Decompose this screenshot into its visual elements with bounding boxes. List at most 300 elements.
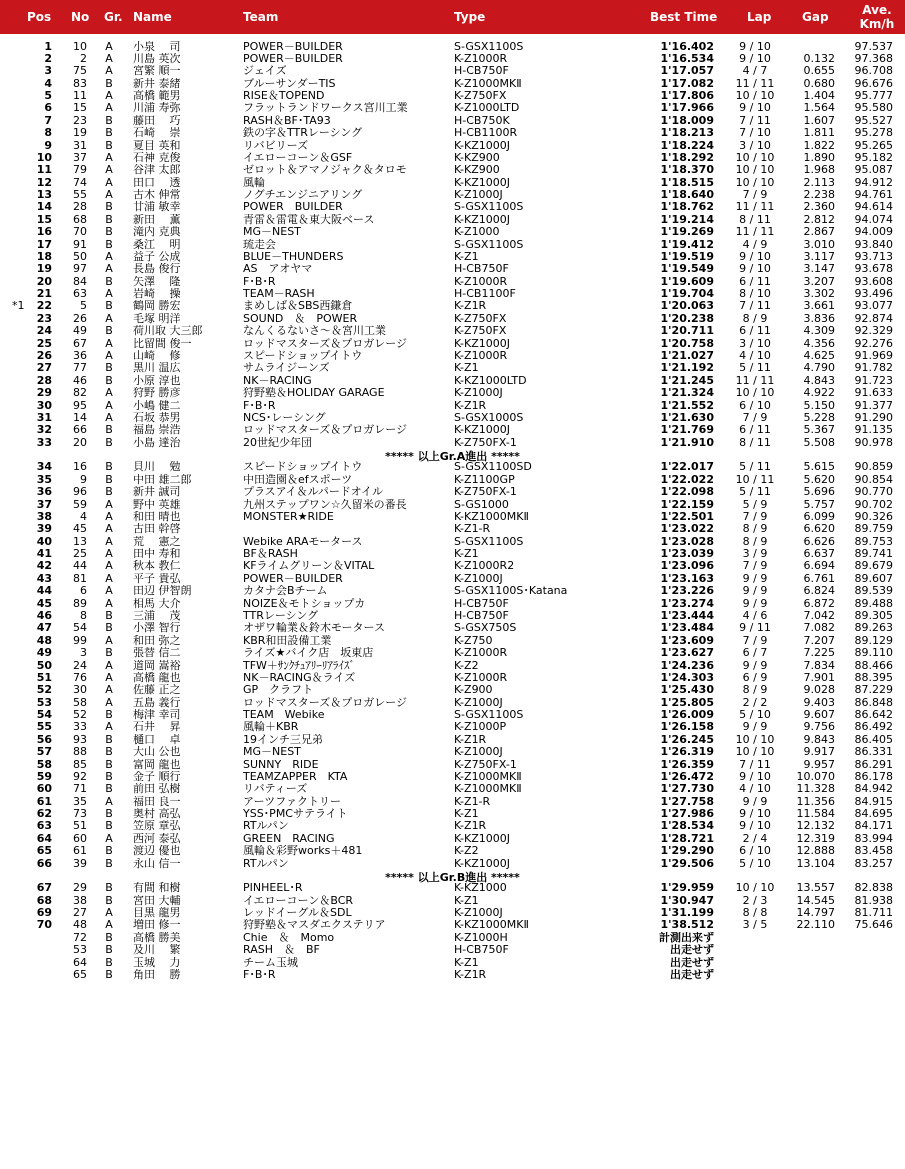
cell-type: K-Z1: [454, 894, 479, 907]
cell-name: 富岡 龍也: [133, 758, 181, 771]
cell-best-time: 1'23.274: [660, 597, 714, 610]
cell-name: 益子 公成: [133, 250, 181, 263]
cell-best-time: 1'18.640: [660, 189, 714, 202]
cell-lap: 8 / 11: [739, 436, 771, 449]
cell-name: 張替 信二: [133, 647, 181, 660]
cell-ave: 91.782: [854, 362, 893, 375]
cell-lap: 3 / 5: [742, 919, 768, 932]
cell-team: 20世紀少年団: [243, 436, 312, 449]
cell-name: 高橋 範男: [133, 90, 181, 103]
cell-no: 70: [73, 226, 87, 239]
table-row: [0, 944, 905, 956]
cell-name: 荷川取 大三郎: [133, 325, 203, 338]
cell-ave: 86.331: [854, 746, 893, 759]
cell-gap: 5.696: [803, 486, 835, 499]
cell-type: K-KZ1000J: [454, 832, 511, 845]
table-row: [0, 672, 905, 684]
cell-gap: 5.367: [803, 424, 835, 437]
cell-type: K-KZ1000J: [454, 337, 511, 350]
cell-pos: 12: [36, 176, 52, 189]
cell-best-time: 1'21.324: [660, 387, 714, 400]
cell-no: 16: [73, 461, 87, 474]
cell-pos: 32: [36, 424, 52, 437]
table-row: [0, 140, 905, 152]
cell-pos: 64: [36, 832, 52, 845]
cell-ave: 97.537: [854, 40, 893, 53]
cell-gr: B: [105, 894, 113, 907]
cell-ave: 94.009: [854, 226, 893, 239]
cell-pos: 2: [44, 52, 52, 65]
cell-ave: 83.257: [854, 857, 893, 870]
cell-no: 77: [73, 362, 87, 375]
cell-name: 奥村 高弘: [133, 808, 181, 821]
cell-type: H-CB750F: [454, 263, 509, 276]
cell-no: 44: [73, 560, 87, 573]
cell-gr: A: [105, 337, 113, 350]
cell-team: BLUE－THUNDERS: [243, 250, 344, 263]
cell-best-time: 1'18.009: [660, 114, 714, 127]
table-row: [0, 164, 905, 176]
cell-type: K-Z1000R: [454, 275, 508, 288]
cell-team: 19インチ三兄弟: [243, 733, 323, 746]
cell-team: フラットランドワークス宮川工業: [243, 102, 408, 115]
cell-team: RISE＆TOPEND: [243, 90, 325, 103]
cell-gr: B: [105, 857, 113, 870]
cell-gr: B: [105, 956, 113, 969]
cell-gap: 11.356: [796, 795, 835, 808]
cell-pos: 27: [36, 362, 52, 375]
cell-ave: 84.171: [854, 820, 893, 833]
table-row: [0, 214, 905, 226]
cell-gr: B: [105, 820, 113, 833]
cell-type: K-Z1100GP: [454, 473, 515, 486]
cell-gr: B: [105, 473, 113, 486]
cell-no: 33: [73, 721, 87, 734]
cell-best-time: 1'19.412: [660, 238, 714, 251]
cell-best-time: 1'23.484: [660, 622, 714, 635]
cell-name: 永山 信一: [133, 857, 181, 870]
cell-gr: A: [105, 498, 113, 511]
cell-name: 中田 雄二郎: [133, 473, 192, 486]
table-row: [0, 499, 905, 511]
cell-gap: 1.564: [803, 102, 835, 115]
cell-ave: 89.488: [854, 597, 893, 610]
cell-best-time: 1'21.630: [660, 411, 714, 424]
cell-no: 67: [73, 337, 87, 350]
cell-best-time: 1'21.552: [660, 399, 714, 412]
cell-type: K-Z750: [454, 634, 493, 647]
table-row: [0, 548, 905, 560]
cell-type: K-Z1: [454, 808, 479, 821]
cell-no: 3: [80, 647, 87, 660]
cell-ave: 95.265: [854, 139, 893, 152]
group-advance-separator: ***** 以上Gr.A進出 *****: [385, 450, 520, 464]
table-row: [0, 387, 905, 399]
cell-lap: 10 / 10: [735, 151, 775, 164]
table-row: [0, 783, 905, 795]
cell-pos: 11: [36, 164, 52, 177]
cell-pos: 53: [36, 696, 52, 709]
table-row: [0, 660, 905, 672]
cell-gr: A: [105, 795, 113, 808]
cell-gap: 9.957: [803, 758, 835, 771]
cell-team: TFW＋ｻﾝｸﾁｭｱﾘｰﾘｱﾗｲｽﾞ: [243, 659, 355, 672]
cell-pos: 7: [44, 114, 52, 127]
cell-no: 31: [73, 139, 87, 152]
cell-lap: 9 / 9: [742, 795, 768, 808]
cell-ave: 91.377: [854, 399, 893, 412]
cell-lap: 10 / 10: [735, 733, 775, 746]
cell-gr: A: [105, 350, 113, 362]
cell-lap: 3 / 10: [739, 337, 771, 350]
cell-type: K-Z1000H: [454, 931, 508, 944]
cell-best-time: 1'21.910: [660, 436, 714, 449]
cell-type: S-GSX1100S: [454, 40, 524, 53]
cell-gap: 2.867: [803, 226, 835, 239]
cell-best-time: 1'22.159: [660, 498, 714, 511]
cell-gap: 1.968: [803, 164, 835, 177]
cell-no: 83: [73, 77, 87, 90]
cell-gr: B: [105, 969, 113, 981]
cell-team: ロッドマスターズ＆プロガレージ: [243, 696, 408, 709]
cell-gr: B: [105, 758, 113, 771]
cell-team: 狩野塾＆マスダエクステリア: [243, 919, 386, 932]
cell-gr: A: [105, 548, 113, 561]
cell-name: 桑江 明: [133, 238, 181, 251]
cell-team: NK－RACING: [243, 374, 312, 387]
cell-gr: A: [105, 399, 113, 412]
cell-pos: 14: [36, 201, 52, 214]
cell-no: 64: [73, 956, 87, 969]
cell-team: まめしば＆SBS西鎌倉: [243, 300, 353, 313]
table-row: [0, 895, 905, 907]
cell-best-time: 出走せず: [670, 969, 714, 981]
cell-gap: 4.625: [803, 350, 835, 362]
cell-name: 古田 幹啓: [133, 523, 181, 536]
cell-ave: 92.874: [854, 312, 893, 325]
cell-best-time: 1'19.269: [660, 226, 714, 239]
cell-gr: B: [105, 770, 113, 783]
cell-gap: 7.042: [803, 609, 835, 622]
cell-ave: 92.329: [854, 325, 893, 338]
cell-team: RASH＆BF･TA93: [243, 114, 331, 127]
cell-name: 前田 弘樹: [133, 783, 181, 796]
cell-no: 4: [80, 510, 87, 523]
cell-gap: 3.010: [803, 238, 835, 251]
table-row: [0, 127, 905, 139]
cell-gap: 11.584: [796, 808, 835, 821]
table-row: [0, 288, 905, 300]
cell-gap: 0.680: [803, 77, 835, 90]
cell-pos: 36: [36, 486, 52, 499]
cell-gr: A: [105, 40, 113, 53]
cell-gap: 12.132: [796, 820, 835, 833]
cell-gr: A: [105, 523, 113, 536]
cell-best-time: 1'26.472: [660, 770, 714, 783]
cell-pos: 48: [36, 634, 52, 647]
cell-no: 37: [73, 151, 87, 164]
table-row: [0, 486, 905, 498]
cell-best-time: 1'23.022: [660, 523, 714, 536]
table-row: [0, 251, 905, 263]
cell-lap: 8 / 9: [742, 535, 768, 548]
cell-lap: 5 / 10: [739, 709, 771, 722]
cell-type: H-CB1100R: [454, 127, 518, 140]
table-row: [0, 684, 905, 696]
cell-gr: A: [105, 52, 113, 65]
cell-pos: 31: [36, 411, 52, 424]
cell-best-time: 1'18.370: [660, 164, 714, 177]
cell-ave: 96.708: [854, 65, 893, 78]
cell-no: 35: [73, 795, 87, 808]
cell-gr: B: [105, 374, 113, 387]
cell-team: ロッドマスターズ＆プロガレージ: [243, 424, 408, 437]
cell-team: オザワ輪業＆鈴木モータース: [243, 622, 386, 635]
cell-lap: 7 / 9: [742, 411, 768, 424]
cell-gap: 9.607: [803, 709, 835, 722]
cell-pos: 61: [36, 795, 52, 808]
cell-pos: 28: [36, 374, 52, 387]
cell-gr: B: [105, 325, 113, 338]
cell-gr: B: [105, 139, 113, 152]
cell-lap: 10 / 11: [735, 473, 775, 486]
table-header: [0, 0, 905, 34]
cell-gr: A: [105, 671, 113, 684]
cell-type: S-GSX1100SD: [454, 461, 532, 474]
cell-team: ノグチエンジニアリング: [243, 189, 363, 202]
cell-team: POWER－BUILDER: [243, 40, 343, 53]
table-row: [0, 300, 905, 312]
cell-best-time: 1'21.769: [660, 424, 714, 437]
cell-pos: 49: [36, 647, 52, 660]
cell-name: 岩崎 操: [133, 288, 181, 301]
cell-best-time: 1'23.039: [660, 548, 714, 561]
cell-ave: 87.229: [854, 684, 893, 697]
cell-ave: 83.458: [854, 845, 893, 858]
cell-pos: 67: [36, 882, 52, 895]
cell-lap: 6 / 10: [739, 845, 771, 858]
cell-gap: 7.207: [803, 634, 835, 647]
cell-type: K-KZ1000J: [454, 139, 511, 152]
cell-no: 55: [73, 189, 87, 202]
cell-ave: 84.695: [854, 808, 893, 821]
cell-name: 新田 薫: [133, 213, 181, 226]
cell-ave: 94.614: [854, 201, 893, 214]
cell-best-time: 1'21.027: [660, 350, 714, 362]
cell-type: K-Z2: [454, 845, 479, 858]
cell-name: 夏目 英和: [133, 139, 181, 152]
cell-name: 福田 良一: [133, 795, 181, 808]
cell-gap: 0.655: [803, 65, 835, 78]
cell-no: 8: [80, 609, 87, 622]
cell-gap: 5.228: [803, 411, 835, 424]
cell-ave: 89.759: [854, 523, 893, 536]
cell-lap: 10 / 10: [735, 387, 775, 400]
cell-pos: 25: [36, 337, 52, 350]
cell-lap: 9 / 10: [739, 102, 771, 115]
cell-gr: A: [105, 263, 113, 276]
cell-lap: 6 / 11: [739, 424, 771, 437]
cell-name: 新井 泰緒: [133, 77, 181, 90]
cell-no: 27: [73, 907, 87, 920]
cell-lap: 9 / 10: [739, 808, 771, 821]
cell-team: チーム玉城: [243, 956, 298, 969]
table-row: [0, 647, 905, 659]
cell-name: 五島 義行: [133, 696, 181, 709]
cell-pos: 47: [36, 622, 52, 635]
cell-pos: 55: [36, 721, 52, 734]
cell-team: ロッドマスターズ＆プロガレージ: [243, 337, 408, 350]
cell-type: K-Z750FX-1: [454, 436, 517, 449]
cell-team: Webike ARAモータース: [243, 535, 363, 548]
table-row: [0, 474, 905, 486]
header-no: No: [71, 10, 90, 24]
cell-gap: 4.356: [803, 337, 835, 350]
cell-pos: 13: [36, 189, 52, 202]
cell-name: 石崎 崇: [133, 127, 181, 140]
cell-name: 川浦 寿弥: [133, 102, 181, 115]
cell-name: 及川 繁: [133, 944, 181, 957]
table-row: [0, 239, 905, 251]
cell-ave: 89.607: [854, 572, 893, 585]
table-row: [0, 833, 905, 845]
cell-team: NOIZE＆モトショップカ: [243, 597, 366, 610]
table-row: [0, 573, 905, 585]
cell-lap: 4 / 10: [739, 783, 771, 796]
cell-no: 82: [73, 387, 87, 400]
cell-lap: 5 / 11: [739, 362, 771, 375]
table-row: [0, 65, 905, 77]
cell-team: KFライムグリーン＆VITAL: [243, 560, 375, 573]
cell-best-time: 1'17.806: [660, 90, 714, 103]
cell-gr: A: [105, 288, 113, 301]
cell-lap: 7 / 11: [739, 114, 771, 127]
cell-team: 風輪＆彩野works＋481: [243, 845, 363, 858]
table-row: [0, 226, 905, 238]
cell-pos: 3: [44, 65, 52, 78]
cell-gap: 1.890: [803, 151, 835, 164]
cell-gr: A: [105, 164, 113, 177]
cell-pos: 35: [36, 473, 52, 486]
cell-team: BF＆RASH: [243, 548, 298, 561]
cell-name: 川島 英次: [133, 52, 181, 65]
table-row: [0, 907, 905, 919]
cell-ave: 94.912: [854, 176, 893, 189]
cell-team: カタナ会Bチーム: [243, 585, 328, 598]
cell-best-time: 1'20.063: [660, 300, 714, 313]
cell-gap: 5.757: [803, 498, 835, 511]
cell-no: 61: [73, 845, 87, 858]
cell-team: TEAM－RASH: [243, 288, 315, 301]
cell-team: プラスアイ＆ルパードオイル: [243, 486, 384, 499]
cell-name: 小澤 智行: [133, 622, 181, 635]
cell-lap: 7 / 9: [742, 560, 768, 573]
cell-pos: 38: [36, 510, 52, 523]
header-best-time: Best Time: [650, 10, 718, 24]
table-row: [0, 350, 905, 362]
cell-no: 76: [73, 671, 87, 684]
cell-pos: 66: [36, 857, 52, 870]
footnote-mark: *1: [12, 300, 25, 313]
cell-team: レッドイーグル＆SDL: [243, 907, 352, 920]
cell-ave: 93.496: [854, 288, 893, 301]
cell-ave: 82.838: [854, 882, 893, 895]
cell-ave: 90.770: [854, 486, 893, 499]
cell-gr: B: [105, 362, 113, 375]
cell-no: 88: [73, 746, 87, 759]
table-row: [0, 957, 905, 969]
cell-gap: 5.615: [803, 461, 835, 474]
cell-ave: 89.305: [854, 609, 893, 622]
cell-team: RTルパン: [243, 820, 289, 833]
cell-team: SUNNY RIDE: [243, 758, 319, 771]
cell-gr: B: [105, 944, 113, 957]
cell-name: 田辺 伊智朗: [133, 585, 192, 598]
cell-no: 39: [73, 857, 87, 870]
cell-type: S-GSX750S: [454, 622, 517, 635]
cell-name: 和田 弥之: [133, 634, 181, 647]
cell-no: 15: [73, 102, 87, 115]
cell-best-time: 1'17.966: [660, 102, 714, 115]
table-row: [0, 189, 905, 201]
cell-team: 鉄の字＆TTRレーシング: [243, 127, 363, 140]
table-row: [0, 400, 905, 412]
cell-ave: 95.278: [854, 127, 893, 140]
cell-ave: 95.182: [854, 151, 893, 164]
cell-ave: 84.942: [854, 783, 893, 796]
cell-name: 山崎 修: [133, 350, 181, 362]
cell-type: K-KZ900: [454, 164, 500, 177]
cell-ave: 75.646: [854, 919, 893, 932]
cell-team: リバティーズ: [243, 783, 308, 796]
cell-lap: 9 / 9: [742, 721, 768, 734]
cell-gap: 9.843: [803, 733, 835, 746]
cell-gap: 5.508: [803, 436, 835, 449]
cell-best-time: 1'28.534: [660, 820, 714, 833]
cell-type: S-GSX1000S: [454, 411, 524, 424]
cell-best-time: 1'23.028: [660, 535, 714, 548]
cell-gr: B: [105, 300, 113, 313]
cell-lap: 2 / 3: [742, 894, 768, 907]
cell-gap: 6.626: [803, 535, 835, 548]
cell-lap: 10 / 10: [735, 164, 775, 177]
cell-team: イエローコーン＆GSF: [243, 151, 353, 164]
cell-team: POWER－BUILDER: [243, 572, 343, 585]
table-row: [0, 263, 905, 275]
cell-type: K-Z1000R2: [454, 560, 515, 573]
table-row: [0, 536, 905, 548]
cell-team: MONSTER★RIDE: [243, 510, 334, 523]
cell-lap: 9 / 9: [742, 659, 768, 672]
cell-gr: B: [105, 201, 113, 214]
cell-no: 50: [73, 250, 87, 263]
cell-gap: 4.790: [803, 362, 835, 375]
cell-pos: 30: [36, 399, 52, 412]
cell-best-time: 1'17.082: [660, 77, 714, 90]
cell-name: 笠原 章弘: [133, 820, 181, 833]
cell-ave: 93.713: [854, 250, 893, 263]
cell-no: 49: [73, 325, 87, 338]
cell-type: K-Z900: [454, 684, 493, 697]
cell-lap: 11 / 11: [735, 201, 775, 214]
cell-pos: 29: [36, 387, 52, 400]
cell-gr: B: [105, 622, 113, 635]
cell-no: 9: [80, 473, 87, 486]
cell-type: S-GSX1100S･Katana: [454, 585, 568, 598]
cell-no: 72: [73, 931, 87, 944]
cell-type: S-GS1000: [454, 498, 509, 511]
table-row: [0, 276, 905, 288]
